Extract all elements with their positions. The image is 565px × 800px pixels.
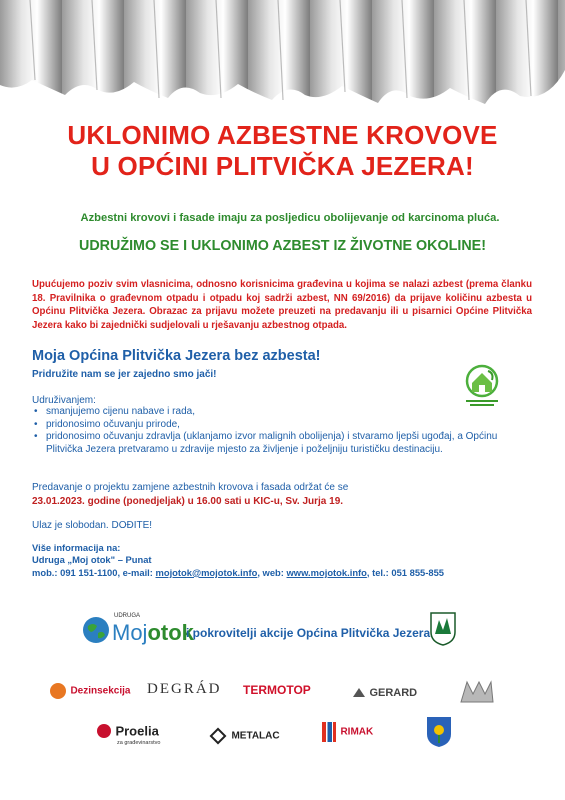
roof-header-image [0,0,565,108]
termotop-logo: TERMOTOP [243,683,311,697]
sponsor-otok: otok [147,620,194,645]
info-web-label: , web: [257,566,287,578]
sponsor-udruga: UDRUGA [114,613,141,619]
sponsor-moj: Moj [112,620,148,645]
entry-text: Ulaz je slobodan. DOĐITE! [32,520,153,531]
sponsor-text: i pokrovitelji akcije Općina Plitvička Jezera [186,626,431,640]
benefits-list [32,406,532,456]
rimak-label: RIMAK [340,726,374,738]
info-mob: mob.: 091 151-1100, e-mail: [32,566,156,578]
section-subheading: Pridružite nam se jer zajedno smo jači! [32,369,217,380]
call-text: Upućujemo poziv svim vlasnicima, odnosno korisnicima građevina u kojima se nalazi azbest (prema članku 18. Pravilnika o građevnom otpadu i otpadu koj sadrži azbest, NN 69/2016) da prijave količinu azbesta u Općinu Plitvička Jezera. Obrazac za prijavu možete preuzeti na predavanju ili u pisarnici Općine Plitvička Jezera kako bi zajednički sudjelovali u rješavanju azbestnog otpada. [32,279,532,331]
lecture-date: 23.01.2023. godine (ponedjeljak) u 16.00 sati u KIC-u, Sv. Jurja 19. [32,496,344,507]
list-item: • smanjujemo cijenu nabave i rada, [32,406,532,419]
gerard-logo [353,684,417,702]
section-heading: Moja Općina Plitvička Jezera bez azbesta! [32,348,321,364]
info-label: Više informacija na: [32,542,121,553]
proelia-logo [97,722,160,746]
coat-of-arms-icon [430,612,456,646]
gerard-label: GERARD [369,686,418,699]
gerard-icon [353,688,365,697]
degrad-logo: DEGRÁD [147,681,222,697]
slogan: UDRUŽIMO SE I UKLONIMO AZBEST IZ ŽIVOTNE OKOLINE! [79,238,486,254]
info-contacts [32,567,444,579]
proelia-icon [97,724,111,738]
metalac-logo [212,727,280,745]
dezinsekcija-logo [50,682,131,700]
info-org: Udruga „Moj otok" – Punat [32,554,152,566]
metalac-icon [210,727,227,744]
intro-text: Azbestni krovovi i fasade imaju za posljedicu obolijevanje od karcinoma pluća. [80,212,500,224]
eco-house-badge-icon [462,363,502,411]
sponsor-line [82,612,482,656]
globe-icon [82,616,110,644]
together-label: Udruživanjem: [32,395,96,406]
proelia-label: Proelia [115,723,159,739]
email-link[interactable]: mojotok@mojotok.info [155,566,258,578]
title-line-2: U OPĆINI PLITVIČKA JEZERA! [91,151,474,181]
lecture-text: Predavanje o projektu zamjene azbestnih krovova i fasada održat će se [32,482,349,493]
list-item: • pridonosimo očuvanju prirode, [32,419,532,432]
mm-logo-icon [459,680,495,704]
title-line-1: UKLONIMO AZBESTNE KROVOVE [67,120,498,150]
info-tel: , tel.: 051 855-855 [366,566,445,578]
contact-info [32,542,444,579]
shield-crest-icon [426,716,452,748]
metalac-label: METALAC [231,730,280,742]
list-item: • pridonosimo očuvanju zdravlja (uklanjamo izvor malignih obolijenja) i stvaramo ljepši ugođaj, a Općinu Plitvička Jezera pretvaramo u zdravije mjesto za življenje i poželjniju turističku destinaciju. [32,431,532,456]
proelia-sub: za građevinarstvo [117,740,161,746]
rimak-icon [322,722,336,742]
dezinsekcija-label: Dezinsekcija [70,685,131,697]
web-link[interactable]: www.mojotok.info [286,566,367,578]
dezinsekcija-icon [50,683,66,699]
rimak-logo [322,722,373,742]
